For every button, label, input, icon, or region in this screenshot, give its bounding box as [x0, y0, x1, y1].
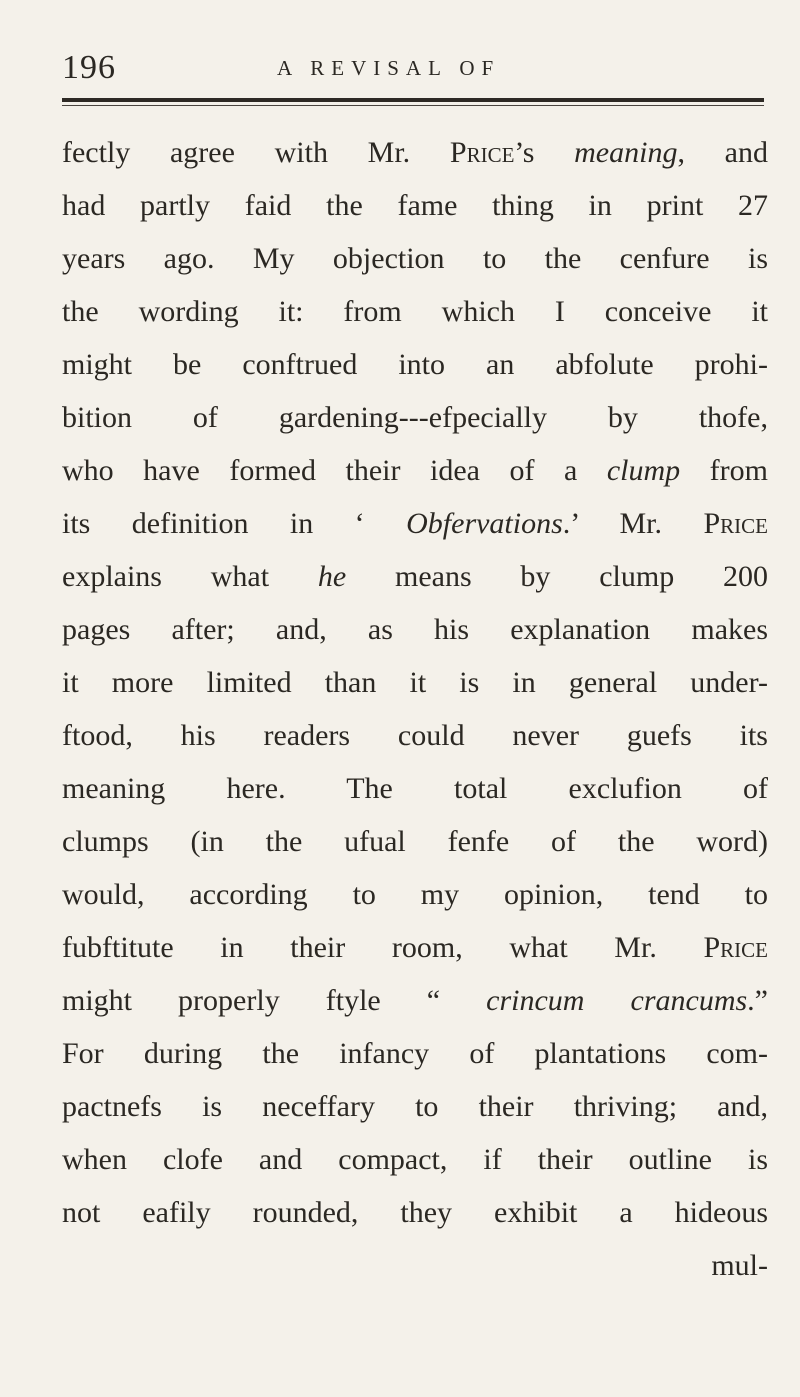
italic-word: Obfervations: [406, 507, 563, 540]
text-line: when clofe and compact, if their outline is: [62, 1143, 768, 1176]
text-line: [62, 550, 768, 603]
text-line: meaning here. The total exclufion of: [62, 772, 768, 805]
italic-word: crincum crancums: [486, 984, 748, 1017]
text-line: [62, 126, 768, 179]
text-line: [62, 444, 768, 497]
text-line: pages after; and, as his explanation makes: [62, 613, 768, 646]
header-rule-thick: [62, 98, 764, 102]
text-run: might properly ftyle “: [62, 984, 487, 1017]
text-run: means by clump 200: [346, 560, 768, 593]
text-line: clumps (in the ufual fenfe of the word): [62, 825, 768, 858]
text-run: explains what: [62, 560, 318, 593]
text-run: ’s: [514, 136, 575, 169]
text-run: fectly agree with Mr.: [62, 136, 450, 169]
italic-word: clump: [606, 454, 681, 487]
header-rule-thin: [62, 105, 764, 106]
page-number: 196: [62, 49, 116, 86]
catchword: mul-: [711, 1249, 768, 1282]
text-run: fubftitute in their room, what Mr.: [62, 931, 704, 964]
body-text: [62, 126, 768, 1292]
text-line: ftood, his readers could never guefs its: [62, 719, 768, 752]
text-line: [62, 974, 768, 1027]
text-line: the wording it: from which I conceive it: [62, 295, 768, 328]
text-run: , and: [677, 136, 768, 169]
text-line: not eafily rounded, they exhibit a hideous: [62, 1196, 768, 1229]
text-run: .’ Mr.: [562, 507, 704, 540]
text-run: from: [680, 454, 768, 487]
name-price: Price: [703, 507, 768, 540]
italic-word: meaning: [574, 136, 678, 169]
text-line: bition of gardening---efpecially by thofe,: [62, 401, 768, 434]
text-line: it more limited than it is in general under-: [62, 666, 768, 699]
text-line: [62, 921, 768, 974]
name-price: Price: [449, 136, 515, 169]
text-run: .”: [747, 984, 768, 1017]
text-run: who have formed their idea of a: [62, 454, 607, 487]
text-line: years ago. My objection to the cenfure is: [62, 242, 768, 275]
text-line: For during the infancy of plantations com-: [62, 1037, 768, 1070]
text-line: pactnefs is neceffary to their thriving; and,: [62, 1090, 768, 1123]
running-title: A REVISAL OF: [277, 56, 501, 80]
running-head: [62, 48, 762, 88]
text-run: its definition in ‘: [62, 507, 407, 540]
name-price: Price: [703, 931, 768, 964]
italic-word: he: [317, 560, 347, 593]
text-line: would, according to my opinion, tend to: [62, 878, 768, 911]
text-line: [62, 497, 768, 550]
text-line: had partly faid the fame thing in print 27: [62, 189, 768, 222]
text-line: might be conftrued into an abfolute prohi-: [62, 348, 768, 381]
